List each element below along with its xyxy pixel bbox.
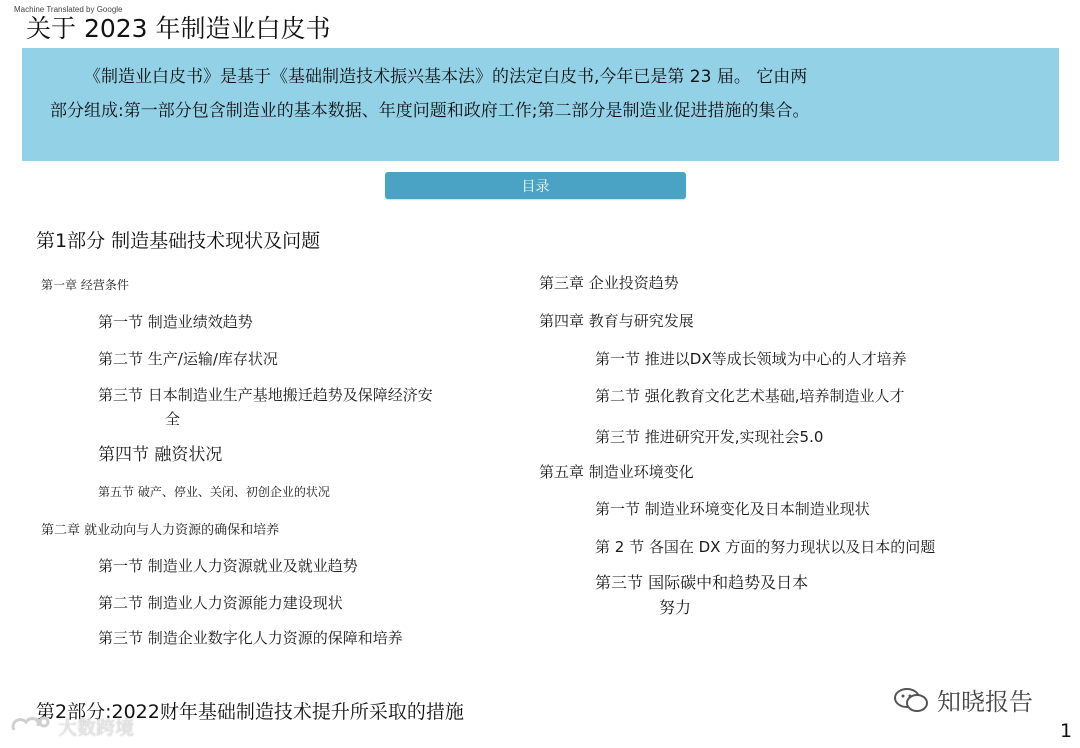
ch1-section-1: 第一节 制造业绩效趋势 [98,313,253,331]
ch5-section-3-cont: 努力 [659,598,692,617]
watermark-right-text: 知晓报告 [937,688,1033,716]
chapter-3: 第三章 企业投资趋势 [539,274,679,292]
ch5-section-1: 第一节 制造业环境变化及日本制造业现状 [595,500,870,518]
ch4-section-2: 第二节 强化教育文化艺术基础,培养制造业人才 [595,387,905,405]
ch2-section-3: 第三节 制造企业数字化人力资源的保障和培养 [98,629,403,647]
ch2-section-1: 第一节 制造业人力资源就业及就业趋势 [98,557,358,575]
page-title: 关于 2023 年制造业白皮书 [26,14,331,43]
intro-line-1: 《制造业白皮书》是基于《基础制造技术振兴基本法》的法定白皮书,今年已是第 23 届。 它由两 [84,67,808,87]
ch4-section-3: 第三节 推进研究开发,实现社会5.0 [595,428,824,446]
watermark-right [893,682,1033,717]
chapter-1: 第一章 经营条件 [41,278,129,292]
ch1-section-3: 第三节 日本制造业生产基地搬迁趋势及保障经济安 [98,386,433,404]
ch1-section-2: 第二节 生产/运输/库存状况 [98,350,278,368]
ch5-section-3: 第三节 国际碳中和趋势及日本 [595,573,809,592]
intro-box [22,48,1059,161]
part2-heading: 第2部分:2022财年基础制造技术提升所采取的措施 [36,701,464,723]
page-number: 1 [1060,720,1073,742]
chapter-2: 第二章 就业动向与人力资源的确保和培养 [41,523,280,538]
ch4-section-1: 第一节 推进以DX等成长领域为中心的人才培养 [595,350,907,368]
ch1-section-4: 第四节 融资状况 [98,445,223,465]
wechat-icon [893,686,929,714]
ch1-section-3-cont: 全 [165,410,181,428]
ch1-section-5: 第五节 破产、停业、关闭、初创企业的状况 [98,485,330,499]
watermark-left-text: 大数跨境 [58,716,135,739]
watermark-left [8,712,134,740]
ch5-section-2: 第 2 节 各国在 DX 方面的努力现状以及日本的问题 [595,538,936,556]
chapter-4: 第四章 教育与研究发展 [539,312,694,330]
intro-text [50,60,1030,128]
chapter-5: 第五章 制造业环境变化 [539,463,694,481]
machine-translated-note: Machine Translated by Google [14,5,123,14]
intro-line-2: 部分组成:第一部分包含制造业的基本数据、年度问题和政府工作;第二部分是制造业促进措施的集合。 [50,101,810,121]
ch2-section-2: 第二节 制造业人力资源能力建设现状 [98,594,343,612]
part1-heading: 第1部分 制造基础技术现状及问题 [36,230,321,252]
toc-button[interactable]: 目录 [385,172,686,199]
dashuju-logo-icon [8,712,54,740]
